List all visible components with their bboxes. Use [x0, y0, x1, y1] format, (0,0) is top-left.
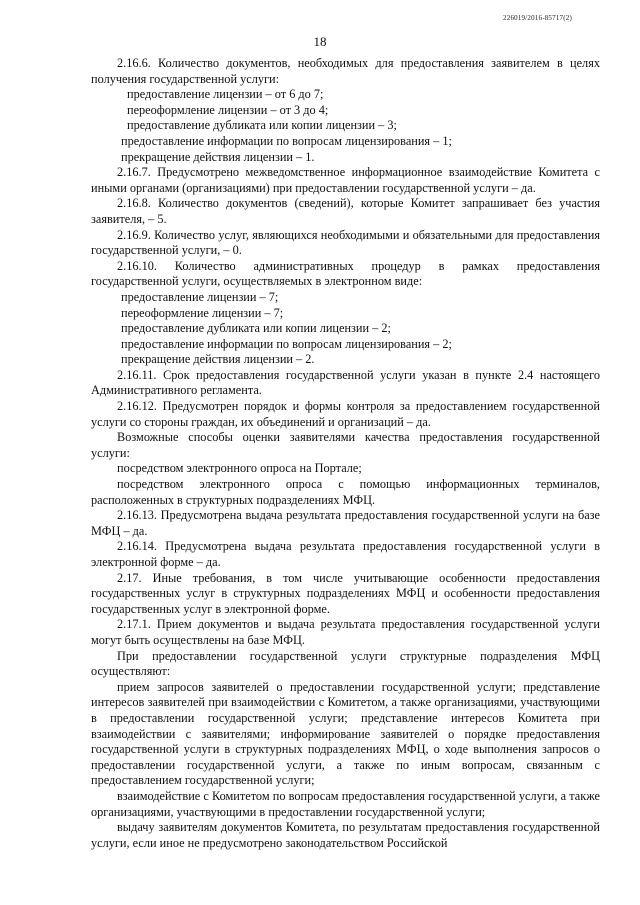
paragraph: Возможные способы оценки заявителями качества предоставления государственной услуги: — [91, 430, 600, 460]
paragraph: 2.16.10. Количество административных процедур в рамках предоставления государственной услуги, осуществляемых в электронном виде: — [91, 258, 600, 289]
paragraph: взаимодействие с Комитетом по вопросам предоставления государственной услуги, а также организациями, участвующими в предоставлении государственной услуги; — [91, 788, 600, 819]
paragraph: предоставление дубликата или копии лицензии – 3; — [127, 118, 397, 133]
paragraph: прекращение действия лицензии – 2. — [121, 352, 315, 367]
paragraph: предоставление информации по вопросам лицензирования – 1; — [121, 133, 452, 148]
paragraph: предоставление дубликата или копии лицензии – 2; — [121, 321, 391, 336]
paragraph: предоставление информации по вопросам лицензирования – 2; — [121, 336, 452, 351]
paragraph: предоставление лицензии – от 6 до 7; — [127, 87, 324, 102]
paragraph: 2.17. Иные требования, в том числе учитывающие особенности предоставления государственных услуг в структурных подразделениях МФЦ и особенности предоставления государственных услуг в электронной форме. — [91, 570, 600, 616]
page-number: 18 — [313, 34, 327, 49]
paragraph: прекращение действия лицензии – 1. — [121, 149, 315, 164]
paragraph: 2.16.7. Предусмотрено межведомственное информационное взаимодействие Комитета с иными органами (организациями) при предоставлении государственной услуги – да. — [91, 165, 600, 195]
paragraph: 2.16.6. Количество документов, необходимых для предоставления заявителем в целях получения государственной услуги: — [91, 56, 600, 86]
paragraph: 2.16.9. Количество услуг, являющихся необходимыми и обязательными для предоставления государственной услуги, – 0. — [91, 227, 600, 258]
paragraph: 2.16.14. Предусмотрена выдача результата предоставления государственной услуги в электронной форме – да. — [91, 539, 600, 569]
paragraph: переоформление лицензии – 7; — [121, 305, 284, 320]
paragraph: 2.16.13. Предусмотрена выдача результата предоставления государственной услуги на базе МФЦ – да. — [91, 508, 600, 538]
paragraph: выдачу заявителям документов Комитета, по результатам предоставления государственной услуги, если иное не предусмотрено законодательством Российской — [91, 820, 600, 850]
paragraph: 2.16.12. Предусмотрен порядок и формы контроля за предоставлением государственной услуги со стороны граждан, их объединений и организаций – да. — [91, 399, 600, 429]
paragraph: 2.16.8. Количество документов (сведений), которые Комитет запрашивает без участия заявителя, – 5. — [91, 196, 600, 226]
paragraph: При предоставлении государственной услуги структурные подразделения МФЦ осуществляют: — [91, 648, 600, 679]
paragraph: посредством электронного опроса с помощью информационных терминалов, расположенных в структурных подразделениях МФЦ. — [91, 477, 600, 507]
paragraph: посредством электронного опроса на Портале; — [117, 461, 362, 476]
paragraph: предоставление лицензии – 7; — [121, 289, 279, 304]
document-body — [91, 56, 600, 851]
paragraph: прием запросов заявителей о предоставлении государственной услуги; представление интересов заявителей при взаимодействии с Комитетом, а также организациями, участвующими в предоставлении государственной услуги; представление интересов Комитета при взаимодействии с заявителями; информирование заявителей о порядке предоставления государственной услуги в структурных подразделениях МФЦ, о ходе выполнения запросов о предоставлении государственной услуги, а также по иным вопросам, связанным с предоставлением государственной услуги; — [91, 679, 600, 788]
paragraph: 2.17.1. Прием документов и выдача результата предоставления государственной услуги могут быть осуществлены на базе МФЦ. — [91, 617, 600, 647]
document-reference-number: 226019/2016-85717(2) — [503, 14, 572, 22]
paragraph: переоформление лицензии – от 3 до 4; — [127, 102, 329, 117]
paragraph: 2.16.11. Срок предоставления государственной услуги указан в пункте 2.4 настоящего Административного регламента. — [91, 367, 600, 398]
